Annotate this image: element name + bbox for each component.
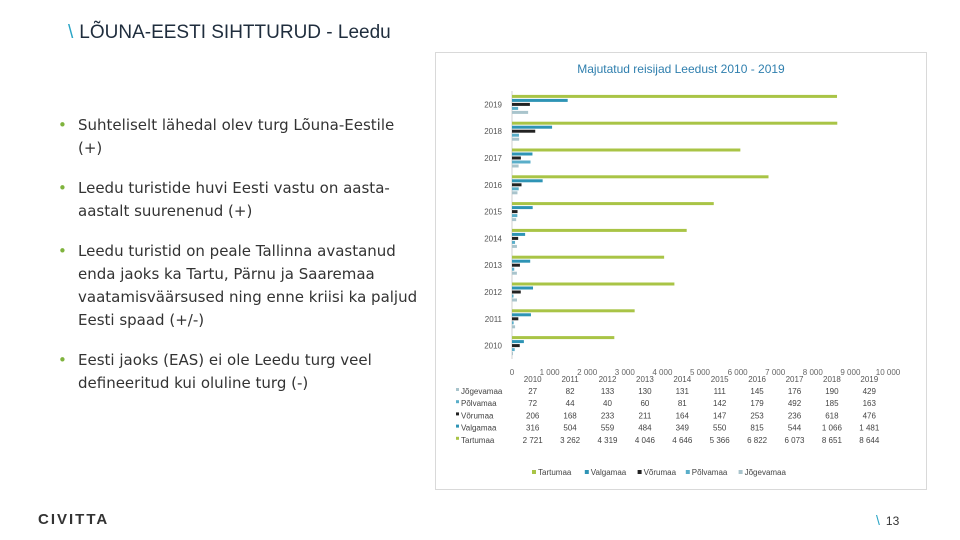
table-series-name: Valgamaa [461, 423, 497, 433]
table-cell: 81 [677, 399, 687, 409]
table-cell: 147 [713, 411, 727, 421]
table-cell: 190 [825, 387, 839, 396]
page-number-text: 13 [885, 514, 900, 528]
table-header-year: 2017 [785, 375, 804, 384]
page-title [68, 22, 391, 44]
bullet-item [58, 349, 418, 395]
table-cell: 492 [787, 399, 802, 409]
legend-label: Põlvamaa [691, 468, 728, 477]
bullet-item [58, 177, 418, 223]
table-cell: 72 [528, 399, 538, 409]
bar [512, 287, 533, 290]
bullet-text: Leedu turistid on peale Tallinna avastanud enda jaoks ka Tartu, Pärnu ja Saaremaa vaatamisväärsused ning enne kriisi ka paljud Eesti spaad (+/-) [78, 242, 418, 329]
bar [512, 107, 518, 110]
table-cell: 185 [825, 399, 839, 409]
bar [512, 191, 517, 194]
table-series-name: Põlvamaa [461, 399, 497, 409]
bar [512, 241, 515, 244]
x-tick-label: 5 000 [689, 368, 711, 377]
table-cell: 131 [675, 387, 689, 396]
bar [512, 210, 518, 213]
x-tick-label: 6 000 [727, 368, 748, 377]
bar [512, 149, 740, 152]
bar [512, 268, 514, 271]
bar [512, 218, 516, 221]
table-cell: 44 [565, 399, 575, 409]
bar [512, 264, 520, 267]
table-cell: 504 [563, 423, 577, 433]
table-header-year: 2019 [860, 375, 879, 384]
bar [512, 99, 568, 102]
bar [512, 283, 674, 286]
bar [512, 183, 522, 186]
table-cell: 145 [750, 387, 764, 396]
bar [512, 245, 517, 248]
x-tick-label: 4 000 [652, 368, 673, 377]
table-cell: 8 651 [821, 435, 842, 445]
x-tick-label: 0 [509, 368, 515, 377]
x-tick-label: 10 000 [875, 368, 901, 377]
table-header-year: 2013 [636, 375, 654, 384]
bar [512, 214, 517, 217]
table-cell: 3 262 [560, 435, 581, 445]
bar [512, 340, 524, 343]
table-cell: 176 [787, 387, 802, 396]
y-tick-label: 2013 [484, 261, 502, 271]
table-series-name: Tartumaa [461, 435, 495, 445]
legend-label: Jõgevamaa [744, 468, 786, 477]
bar [512, 95, 837, 98]
bar [512, 161, 530, 164]
bar [512, 321, 514, 324]
table-header-year: 2010 [523, 375, 542, 384]
table-legend-key [456, 388, 459, 391]
table-cell: 544 [787, 423, 802, 433]
table-cell: 211 [638, 411, 652, 421]
bar [512, 256, 664, 259]
table-cell: 476 [862, 411, 876, 421]
table-cell: 1 066 [821, 423, 842, 433]
table-cell: 206 [526, 411, 540, 421]
bar [512, 229, 687, 232]
bar [512, 260, 530, 263]
bar [512, 272, 517, 275]
bar [512, 122, 837, 125]
table-cell: 163 [862, 399, 876, 409]
table-cell: 429 [862, 387, 876, 396]
bullet-item [58, 240, 418, 332]
bar [512, 295, 514, 298]
legend-label: Võrumaa [643, 468, 677, 477]
table-cell: 168 [563, 411, 577, 421]
table-header-year: 2016 [748, 375, 766, 384]
bar [512, 126, 552, 129]
table-series-name: Jõgevamaa [461, 387, 503, 396]
table-header-year: 2012 [598, 375, 617, 384]
table-header-year: 2014 [673, 375, 692, 384]
table-cell: 815 [750, 423, 764, 433]
table-cell: 559 [600, 423, 615, 433]
bar [512, 344, 520, 347]
y-tick-label: 2019 [484, 100, 502, 110]
legend-key [638, 470, 642, 474]
bullet-text: Eesti jaoks (EAS) ei ole Leedu turg veel defineeritud kui oluline turg (-) [78, 351, 372, 392]
bar [512, 299, 517, 302]
table-cell: 40 [603, 399, 612, 409]
bullet-dot-icon: • [58, 116, 67, 134]
bullet-text: Leedu turistide huvi Eesti vastu on aasta-aastalt suurenenud (+) [78, 179, 390, 220]
chart-title: Majutatud reisijad Leedust 2010 - 2019 [577, 62, 785, 76]
table-cell: 1 481 [859, 423, 880, 433]
table-cell: 111 [713, 387, 726, 396]
table-cell: 550 [713, 423, 727, 433]
page-slash: \ [876, 512, 880, 528]
table-cell: 4 319 [597, 435, 618, 445]
y-tick-label: 2016 [484, 180, 502, 190]
bar [512, 202, 714, 205]
bar [512, 179, 543, 182]
table-cell: 4 046 [634, 435, 655, 445]
bar [512, 134, 519, 137]
legend-key [686, 470, 690, 474]
legend-key [585, 470, 589, 474]
table-cell: 6 822 [747, 435, 768, 445]
table-cell: 5 366 [709, 435, 730, 445]
bar [512, 291, 521, 294]
table-cell: 8 644 [859, 435, 880, 445]
x-tick-label: 3 000 [614, 368, 635, 377]
table-header-year: 2015 [710, 375, 729, 384]
table-header-year: 2011 [561, 375, 579, 384]
title-slash: \ [68, 22, 74, 43]
bar [512, 317, 518, 320]
bullet-item [58, 114, 418, 160]
chart-container [435, 52, 927, 490]
legend-key [739, 470, 743, 474]
bar [512, 237, 518, 240]
y-tick-label: 2011 [484, 314, 502, 324]
bar [512, 153, 532, 156]
table-cell: 618 [825, 411, 839, 421]
page-title-text: LÕUNA-EESTI SIHTTURUD - Leedu [79, 22, 391, 43]
table-cell: 133 [600, 387, 615, 396]
page-number [876, 512, 899, 528]
bullet-dot-icon: • [58, 179, 67, 197]
table-cell: 2 721 [522, 435, 543, 445]
y-tick-label: 2014 [484, 234, 502, 244]
y-tick-label: 2012 [484, 288, 502, 297]
table-cell: 27 [528, 387, 538, 396]
y-tick-label: 2018 [484, 127, 502, 137]
table-cell: 60 [640, 399, 650, 409]
table-legend-key [456, 437, 459, 440]
table-cell: 82 [565, 387, 575, 396]
table-cell: 130 [638, 387, 652, 396]
table-cell: 236 [787, 411, 802, 421]
bullet-dot-icon: • [58, 242, 67, 260]
table-cell: 349 [675, 423, 689, 433]
bar-chart [436, 53, 926, 489]
table-legend-key [456, 425, 459, 428]
bar [512, 157, 521, 160]
table-cell: 142 [713, 399, 727, 409]
x-tick-label: 2 000 [577, 368, 598, 377]
y-tick-label: 2017 [484, 154, 502, 163]
bar [512, 336, 614, 339]
table-cell: 316 [526, 423, 540, 433]
table-cell: 6 073 [784, 435, 805, 445]
table-cell: 179 [750, 399, 764, 409]
bar [512, 103, 530, 106]
table-cell: 164 [675, 411, 689, 421]
legend-label: Tartumaa [538, 468, 572, 477]
bar [512, 233, 525, 236]
bar [512, 175, 769, 178]
table-cell: 233 [600, 411, 615, 421]
x-tick-label: 7 000 [765, 368, 786, 377]
civitta-logo: CIVITTA [38, 511, 110, 528]
bullet-text: Suhteliselt lähedal olev turg Lõuna-Eestile (+) [78, 116, 395, 157]
x-tick-label: 1 000 [539, 368, 560, 377]
table-cell: 253 [750, 411, 764, 421]
bar [512, 325, 515, 328]
y-tick-label: 2010 [484, 341, 502, 351]
bar [512, 187, 519, 190]
bar [512, 111, 528, 114]
table-legend-key [456, 400, 459, 403]
table-header-year: 2018 [823, 375, 841, 384]
x-tick-label: 8 000 [802, 368, 823, 377]
bar [512, 309, 635, 312]
bar [512, 130, 535, 133]
bar [512, 206, 533, 209]
bar [512, 313, 531, 316]
bar [512, 348, 515, 351]
table-cell: 484 [638, 423, 652, 433]
y-tick-label: 2015 [484, 207, 502, 217]
bar [512, 138, 519, 141]
legend-label: Valgamaa [590, 468, 627, 477]
bar [512, 352, 513, 355]
bar [512, 165, 519, 168]
table-cell: 4 646 [672, 435, 693, 445]
bullet-dot-icon: • [58, 351, 67, 369]
legend-key [532, 470, 536, 474]
table-legend-key [456, 412, 459, 415]
table-series-name: Võrumaa [461, 411, 494, 421]
x-tick-label: 9 000 [840, 368, 861, 377]
bullet-list [58, 114, 418, 412]
